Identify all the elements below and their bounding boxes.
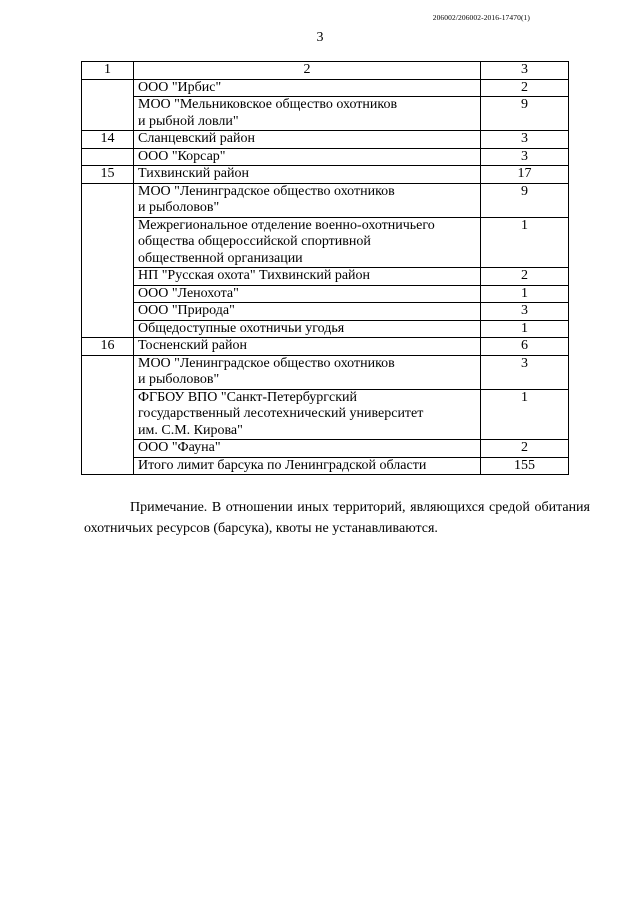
note-paragraph: Примечание. В отношении иных территорий, являющихся средой обитания охотничьих ресурсов (барсука), квоты не устанавливаются. (84, 500, 590, 536)
row-name-line: НП "Русская охота" Тихвинский район (138, 268, 371, 283)
row-number-cell-empty (82, 355, 134, 475)
page-number: 3 (316, 30, 324, 45)
table-row (82, 183, 569, 217)
row-name-cell (134, 268, 481, 286)
row-name-line: и рыболовов" (138, 372, 220, 387)
row-name-cell (134, 97, 481, 131)
row-name-cell (134, 303, 481, 321)
row-quantity-cell: 2 (481, 268, 569, 286)
table-row (82, 131, 569, 149)
row-name-cell (134, 338, 481, 356)
row-name-line: МОО "Мельниковское общество охотников (138, 97, 398, 112)
row-number-cell-empty (82, 79, 134, 131)
row-quantity-cell: 3 (481, 303, 569, 321)
table-row (82, 166, 569, 184)
row-name-cell (134, 389, 481, 440)
row-name-line: общества общероссийской спортивной (138, 234, 371, 249)
row-quantity-cell: 6 (481, 338, 569, 356)
row-quantity-cell: 155 (481, 457, 569, 475)
row-name-line: Тосненский район (138, 338, 247, 353)
row-name-line: государственный лесотехнический университет (138, 406, 424, 421)
row-quantity-cell: 1 (481, 217, 569, 268)
row-quantity-cell: 1 (481, 285, 569, 303)
row-name-line: общественной организации (138, 250, 303, 266)
document-id: 206002/206002-2016-17470(1) (432, 13, 530, 22)
row-quantity-cell: 3 (481, 355, 569, 389)
row-name-cell (134, 355, 481, 389)
row-number-cell-empty (82, 183, 134, 338)
row-name-cell (134, 166, 481, 184)
row-name-cell (134, 320, 481, 338)
row-number-cell-empty (82, 148, 134, 166)
row-quantity-cell: 9 (481, 183, 569, 217)
badger-limits-table (81, 61, 569, 475)
table-body (82, 62, 569, 475)
row-quantity-cell: 2 (481, 79, 569, 97)
row-name-line: Тихвинский район (138, 166, 249, 181)
table-row (82, 303, 569, 321)
table-row (82, 457, 569, 475)
row-name-line: Сланцевский район (138, 131, 255, 146)
table-row (82, 355, 569, 389)
table-row (82, 268, 569, 286)
row-number-cell: 16 (82, 338, 134, 356)
table-row (82, 440, 569, 458)
table-header-row (82, 62, 569, 80)
row-quantity-cell: 17 (481, 166, 569, 184)
row-name-line: и рыболовов" (138, 200, 220, 215)
row-number-cell: 14 (82, 131, 134, 149)
row-name-line: Общедоступные охотничьи угодья (138, 320, 345, 336)
row-name-line: ФГБОУ ВПО "Санкт-Петербургский (138, 389, 358, 405)
table-row (82, 320, 569, 338)
row-name-line: ООО "Корсар" (138, 148, 226, 164)
row-name-line: МОО "Ленинградское общество охотников (138, 183, 395, 199)
table-row (82, 79, 569, 97)
row-name-cell (134, 457, 481, 475)
row-quantity-cell: 9 (481, 97, 569, 131)
row-name-cell (134, 440, 481, 458)
row-name-line: ООО "Природа" (138, 303, 235, 318)
row-name-line: и рыбной ловли" (138, 113, 239, 129)
row-quantity-cell: 1 (481, 389, 569, 440)
row-name-cell (134, 183, 481, 217)
row-name-cell (134, 148, 481, 166)
table-row (82, 217, 569, 268)
table-row (82, 338, 569, 356)
row-quantity-cell: 1 (481, 320, 569, 338)
row-name-line: ООО "Фауна" (138, 440, 221, 455)
row-name-cell (134, 79, 481, 97)
table-row (82, 148, 569, 166)
row-name-line: ООО "Ирбис" (138, 79, 222, 95)
row-name-cell (134, 285, 481, 303)
header-cell-name: 2 (134, 62, 481, 80)
table-row (82, 285, 569, 303)
row-name-line: Итого лимит барсука по Ленинградской области (138, 457, 427, 473)
row-number-cell: 15 (82, 166, 134, 184)
row-name-cell (134, 131, 481, 149)
row-name-line: Межрегиональное отделение военно-охотничьего (138, 217, 435, 233)
table-row (82, 97, 569, 131)
table-row (82, 389, 569, 440)
row-name-line: МОО "Ленинградское общество охотников (138, 355, 395, 371)
row-name-line: им. С.М. Кирова" (138, 422, 243, 438)
row-quantity-cell: 2 (481, 440, 569, 458)
header-cell-number: 1 (82, 62, 134, 80)
row-quantity-cell: 3 (481, 148, 569, 166)
row-quantity-cell: 3 (481, 131, 569, 149)
row-name-line: ООО "Ленохота" (138, 285, 239, 301)
row-name-cell (134, 217, 481, 268)
header-cell-quantity: 3 (481, 62, 569, 80)
